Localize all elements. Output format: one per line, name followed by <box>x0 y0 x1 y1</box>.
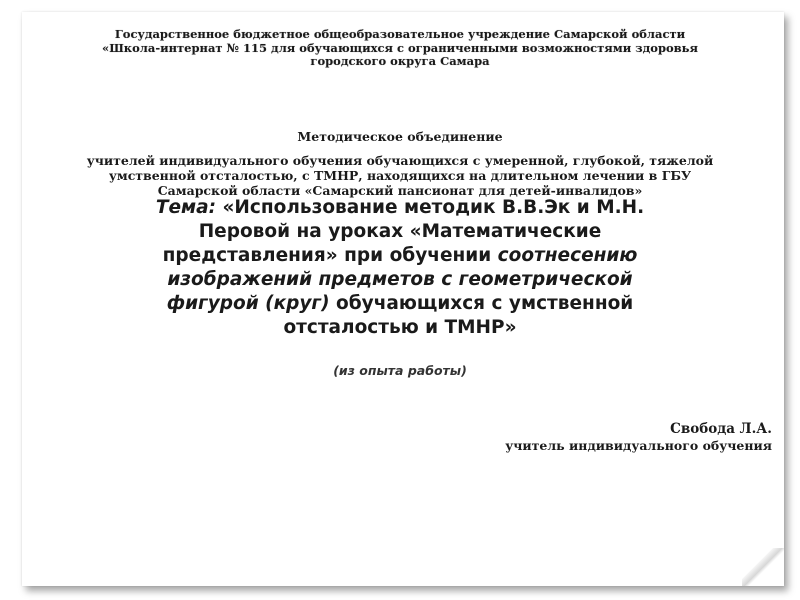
topic-line-2: Перовой на уроках «Математические <box>198 221 602 243</box>
association-title: Методическое объединение <box>297 129 503 144</box>
topic-label: Тема: <box>155 197 216 218</box>
association-description <box>40 154 760 198</box>
topic-line-1-text: «Использование методик В.В.Эк и М.Н. <box>222 197 645 218</box>
topic-line-3-italic: соотнесению <box>497 245 638 267</box>
institution-line-1: Государственное бюджетное общеобразовательное учреждение Самарской области <box>114 27 686 41</box>
institution-header <box>40 28 760 69</box>
topic-line-5 <box>70 292 730 316</box>
topic-line-3-plain: представления» при обучении <box>162 245 492 267</box>
institution-line-3: городского округа Самара <box>310 54 490 69</box>
topic-line-5-plain: обучающихся с умственной <box>336 293 634 315</box>
topic-title <box>70 196 730 340</box>
association-line-2: умственной отсталостью, с ТМНР, находящихся на длительном лечении в ГБУ <box>108 167 692 183</box>
author-block <box>332 420 772 455</box>
association-line-1: учителей индивидуального обучения обучающихся с умеренной, глубокой, тяжелой <box>86 153 714 168</box>
topic-line-4: изображений предметов с геометрической <box>167 269 633 291</box>
author-role: учитель индивидуального обучения <box>505 438 772 454</box>
association-line-3: Самарской области «Самарский пансионат для детей-инвалидов» <box>157 182 643 198</box>
topic-line-6: отсталостью и ТМНР» <box>283 317 517 339</box>
author-name: Свобода Л.А. <box>670 421 772 437</box>
institution-line-2: «Школа-интернат № 115 для обучающихся с ограниченными возможностями здоровья <box>102 40 698 55</box>
topic-line-1 <box>70 196 730 220</box>
topic-line-5-italic: фигурой (круг) <box>166 293 330 315</box>
subtitle: (из опыта работы) <box>333 363 467 378</box>
topic-line-3 <box>70 244 730 268</box>
